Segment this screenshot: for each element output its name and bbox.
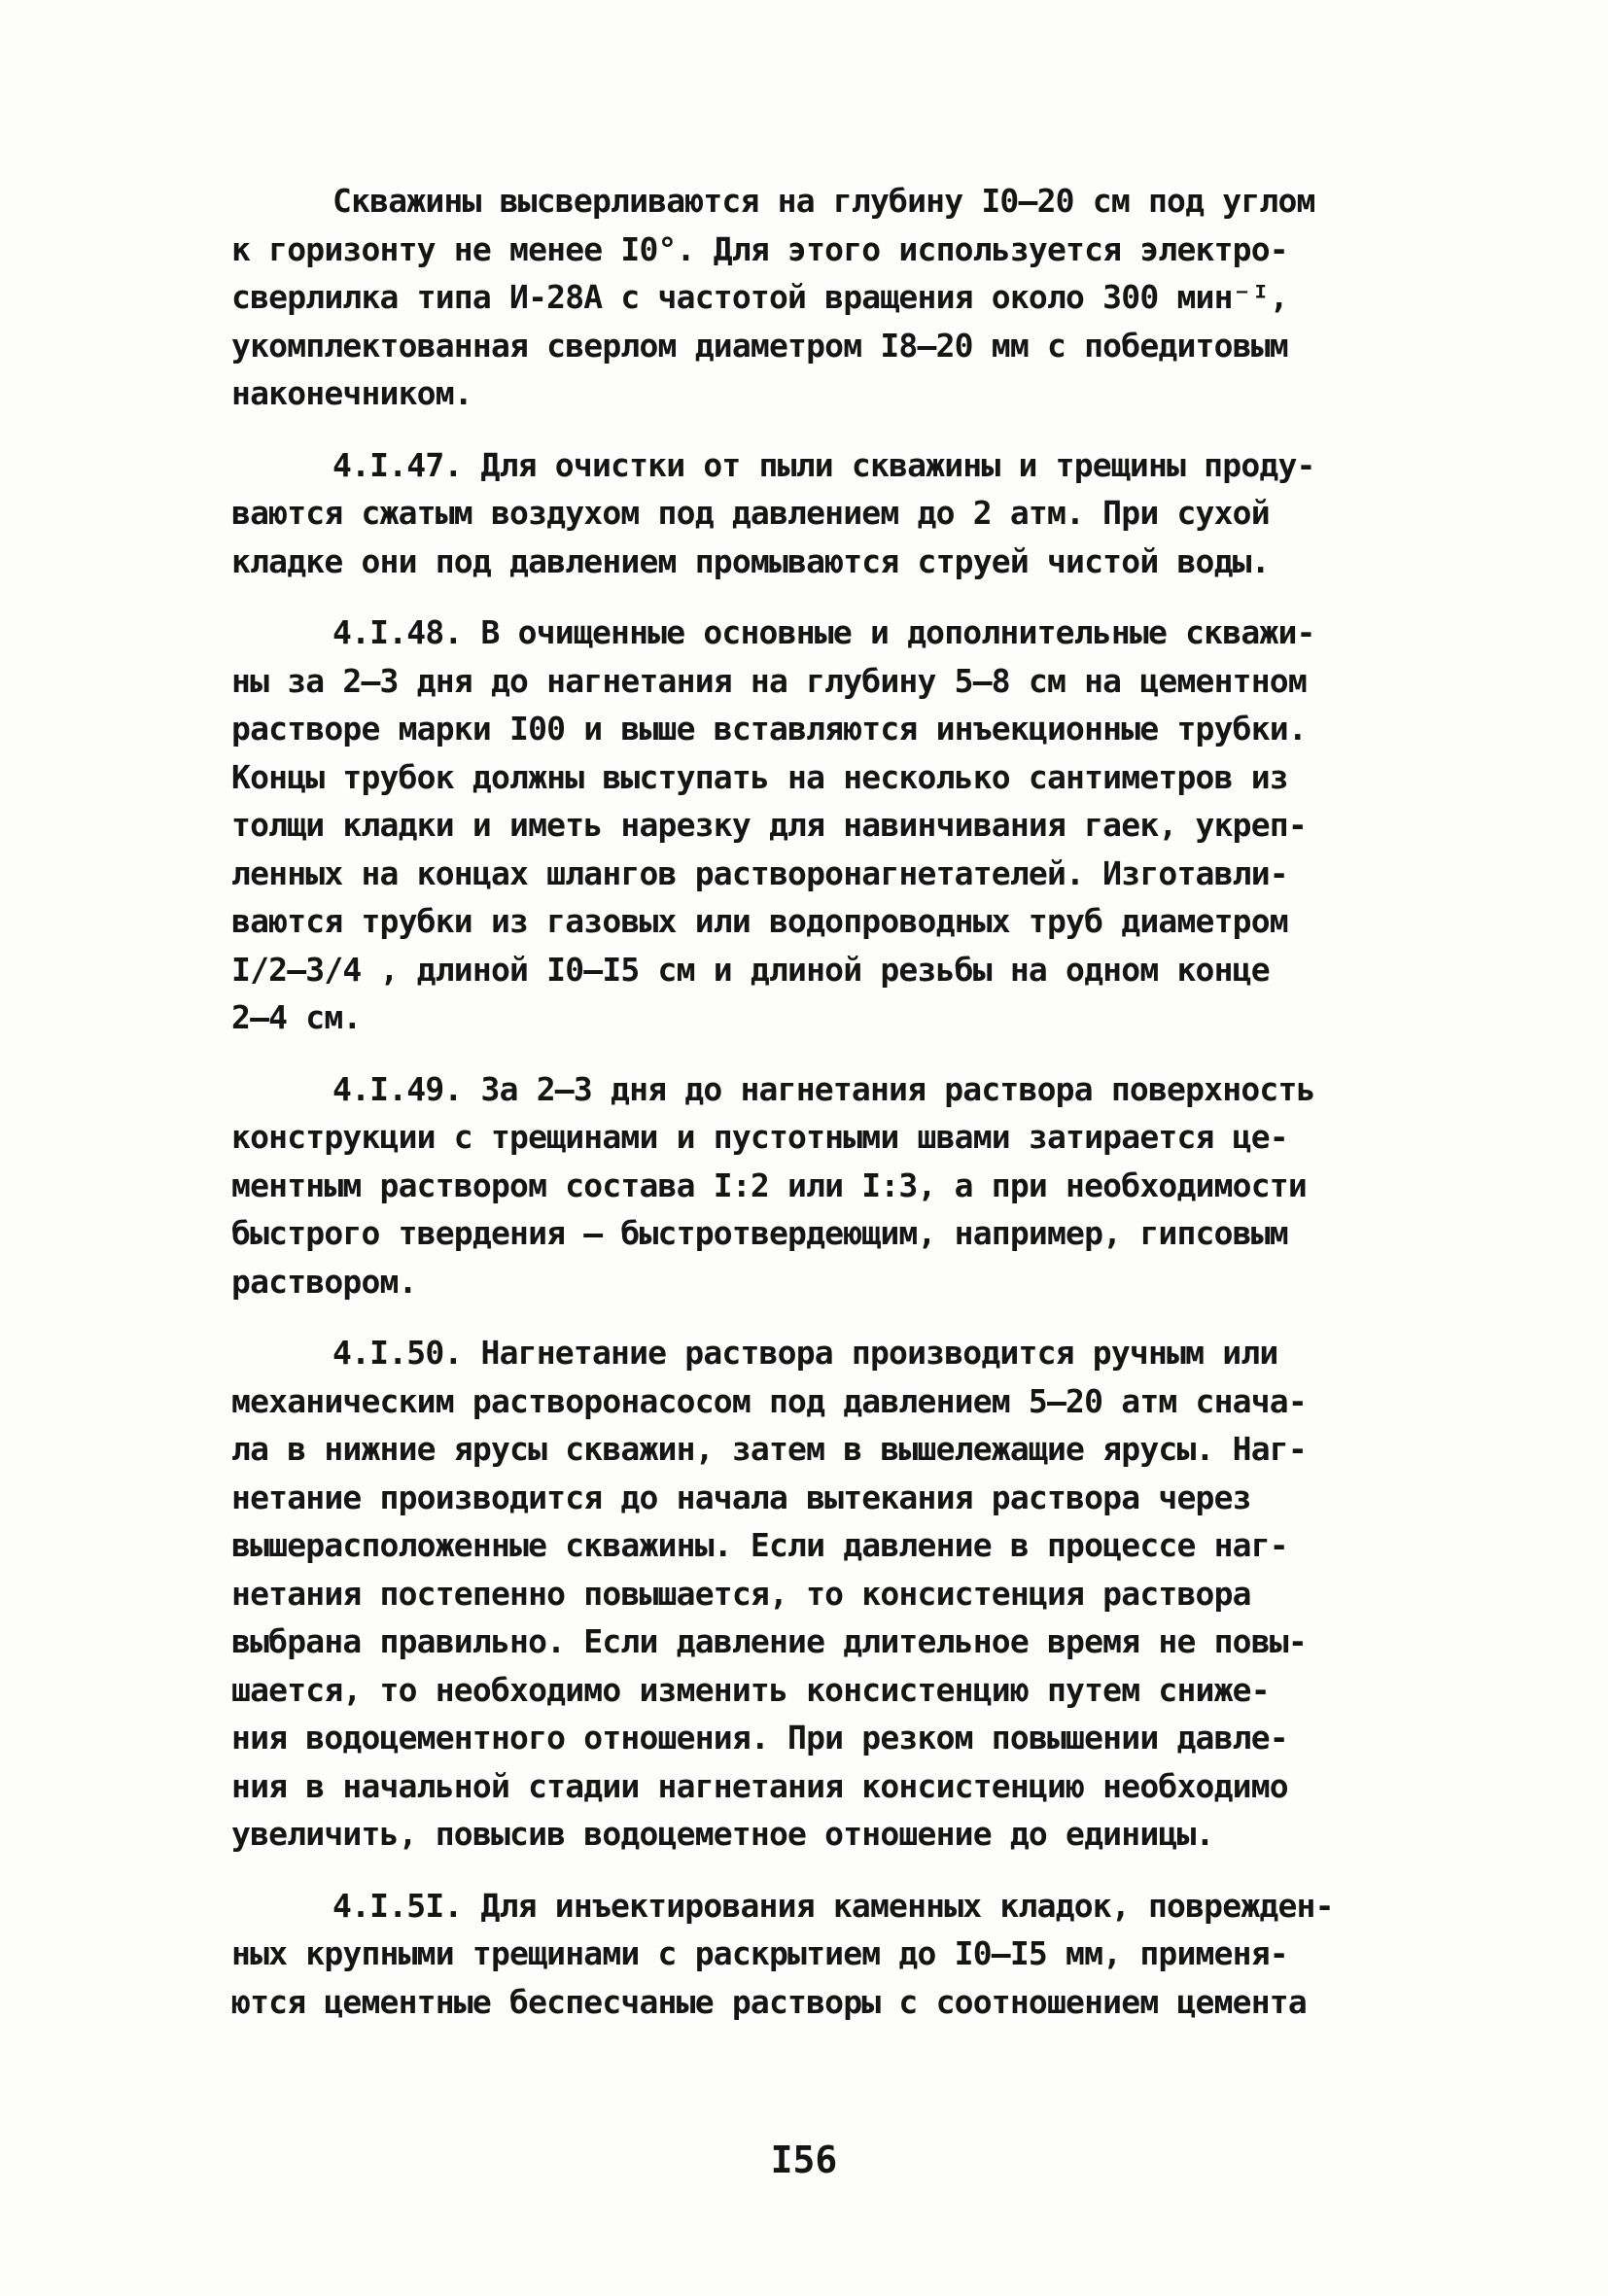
text-line: кладке они под давлением промываются струей чистой воды. bbox=[231, 541, 1270, 580]
text-line: вышерасположенные скважины. Если давление в процессе наг- bbox=[231, 1526, 1288, 1564]
text-line: к горизонту не менее I0°. Для этого используется электро- bbox=[231, 229, 1288, 268]
text-line: наконечником. bbox=[231, 374, 472, 412]
text-line: 4.I.5I. Для инъектирования каменных кладок, поврежден- bbox=[332, 1886, 1334, 1925]
text-line: ленных на концах шлангов растворонагнетателей. Изготавли- bbox=[231, 853, 1288, 892]
text-line: сверлилка типа И-28А с частотой вращения около 300 мин⁻ᴵ, bbox=[231, 278, 1288, 316]
text-line: ваются сжатым воздухом под давлением до 2 атм. При сухой bbox=[231, 494, 1270, 532]
text-line: Концы трубок должны выступать на несколько сантиметров из bbox=[231, 757, 1288, 796]
paragraph-4-1-49 bbox=[231, 1065, 1398, 1306]
text-line: нетание производится до начала вытекания раствора через bbox=[231, 1478, 1251, 1516]
paragraph-4-1-51 bbox=[231, 1882, 1398, 2027]
text-line: ваются трубки из газовых или водопроводных труб диаметром bbox=[231, 902, 1288, 940]
text-line: толщи кладки и иметь нарезку для навинчивания гаек, укреп- bbox=[231, 806, 1307, 844]
text-line: раствором. bbox=[231, 1262, 417, 1301]
text-line: 4.I.49. За 2–3 дня до нагнетания раствора поверхность bbox=[332, 1069, 1315, 1108]
text-line: ются цементные беспесчаные растворы с соотношением цемента bbox=[231, 1982, 1307, 2021]
paragraph-4-1-48 bbox=[231, 609, 1398, 1042]
text-line: ны за 2–3 дня до нагнетания на глубину 5–8 см на цементном bbox=[231, 661, 1307, 700]
text-line: растворе марки I00 и выше вставляются инъекционные трубки. bbox=[231, 710, 1307, 748]
text-line: I/2–3/4 , длиной I0–I5 см и длиной резьбы на одном конце bbox=[231, 950, 1270, 989]
text-line: 4.I.50. Нагнетание раствора производится ручным или bbox=[332, 1334, 1278, 1372]
text-line: выбрана правильно. Если давление длительное время не повы- bbox=[231, 1622, 1307, 1660]
text-line: нетания постепенно повышается, то консистенция раствора bbox=[231, 1574, 1251, 1613]
text-line: быстрого твердения – быстротвердеющим, например, гипсовым bbox=[231, 1214, 1288, 1252]
paragraph-4-1-47 bbox=[231, 441, 1398, 586]
text-line: ния в начальной стадии нагнетания консистенцию необходимо bbox=[231, 1766, 1288, 1805]
text-line: 2–4 см. bbox=[231, 998, 362, 1036]
text-line: 4.I.47. Для очистки от пыли скважины и трещины проду- bbox=[332, 445, 1315, 484]
text-line: ла в нижние ярусы скважин, затем в вышележащие ярусы. Наг- bbox=[231, 1430, 1307, 1468]
text-line: ментным раствором состава I:2 или I:3, а при необходимости bbox=[231, 1165, 1307, 1204]
text-line: Скважины высверливаются на глубину I0–20 см под углом bbox=[332, 182, 1315, 220]
text-line: конструкции с трещинами и пустотными швами затирается це- bbox=[231, 1118, 1288, 1156]
text-line: 4.I.48. В очищенные основные и дополнительные скважи- bbox=[332, 613, 1315, 651]
paragraph-4-1-50 bbox=[231, 1329, 1398, 1859]
text-line: механическим растворонасосом под давлением 5–20 атм снача- bbox=[231, 1381, 1307, 1420]
page-body bbox=[231, 177, 1398, 2026]
text-line: ных крупными трещинами с раскрытием до I0–I5 мм, применя- bbox=[231, 1934, 1288, 1972]
text-line: укомплектованная сверлом диаметром I8–20 мм с победитовым bbox=[231, 326, 1288, 365]
paragraph-intro bbox=[231, 177, 1398, 418]
text-line: увеличить, повысив водоцеметное отношение до единицы. bbox=[231, 1815, 1214, 1853]
text-line: шается, то необходимо изменить консистенцию путем сниже- bbox=[231, 1670, 1270, 1709]
text-line: ния водоцементного отношения. При резком повышении давле- bbox=[231, 1719, 1288, 1757]
page-number: I56 bbox=[770, 2139, 838, 2181]
